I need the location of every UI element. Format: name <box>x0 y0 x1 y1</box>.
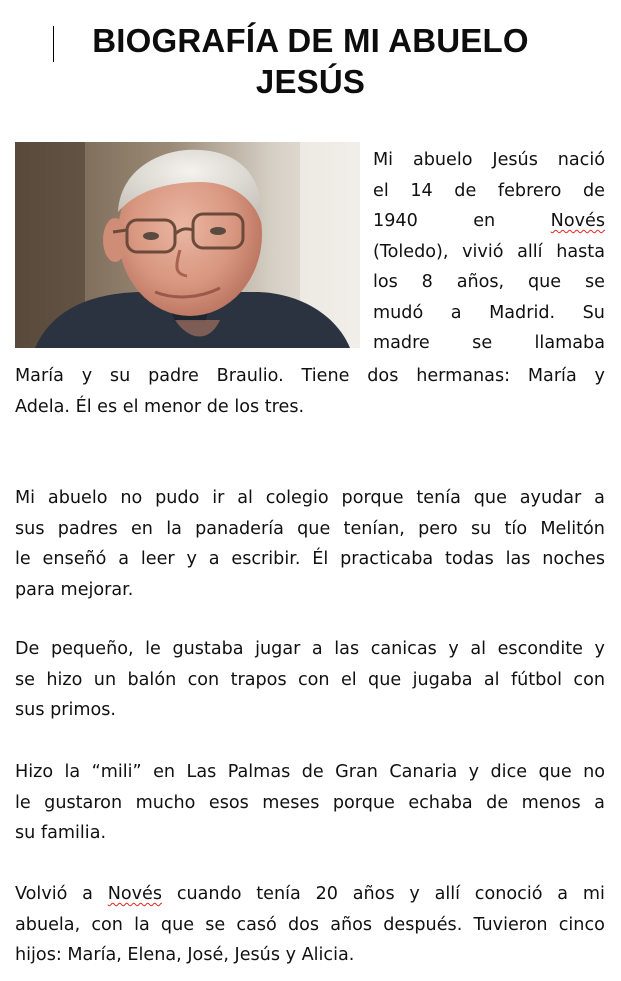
word: “mili” <box>91 762 142 782</box>
word: y <box>409 884 420 904</box>
word: esos <box>208 792 249 813</box>
word: a <box>208 549 220 569</box>
word: menos <box>521 792 581 813</box>
word: 8 <box>421 272 433 292</box>
word: llamaba <box>534 333 605 353</box>
word: que <box>538 762 572 782</box>
word: padres <box>57 518 118 539</box>
intro-side-line <box>373 237 605 268</box>
paragraph-line <box>15 634 605 665</box>
word: el <box>340 669 357 690</box>
word: balón <box>127 669 177 690</box>
word: a <box>557 884 569 904</box>
word: Hizo <box>15 762 54 782</box>
paragraph-military-service <box>15 757 605 849</box>
word: que <box>160 914 195 935</box>
word: hermanas: <box>416 366 511 386</box>
word: (Toledo), <box>373 241 449 262</box>
paragraph-childhood-work <box>15 483 605 605</box>
word: trapos <box>230 669 287 690</box>
word: canicas <box>370 639 437 659</box>
grandfather-photo <box>15 142 360 348</box>
word: con <box>573 669 605 690</box>
word: Mi <box>15 488 36 508</box>
word: abuelo <box>47 488 108 508</box>
page-title <box>30 20 591 102</box>
word: enseñó <box>42 549 107 569</box>
intro-side-line <box>373 176 605 207</box>
word: y <box>186 549 197 569</box>
word: las <box>334 639 360 659</box>
word: la <box>166 518 182 539</box>
word: a <box>594 488 605 508</box>
word: en <box>473 211 496 231</box>
word: Madrid. <box>489 302 556 323</box>
word: porque <box>341 488 404 508</box>
title-line-1: BIOGRAFÍA DE MI ABUELO <box>92 22 529 59</box>
intro-side-line <box>373 145 605 176</box>
intro-side-line <box>373 206 605 237</box>
paragraph-line <box>15 483 605 514</box>
word: todas <box>444 549 494 569</box>
word: las <box>505 549 531 569</box>
word: hasta <box>556 241 605 262</box>
word: dice <box>490 762 528 782</box>
word: y <box>468 762 480 782</box>
word: Mi <box>373 150 394 170</box>
word: febrero <box>497 180 562 201</box>
word: ir <box>212 488 225 508</box>
word: tenían, <box>343 518 405 539</box>
word: a <box>594 792 605 813</box>
paragraph-line <box>15 665 605 696</box>
paragraph-line <box>15 544 605 575</box>
word: los <box>373 272 398 292</box>
intro-wrapped-text <box>373 145 605 359</box>
word: ayudar <box>519 488 582 508</box>
word: le <box>145 639 161 659</box>
word: Canaria <box>389 762 458 782</box>
word: de <box>486 792 509 813</box>
word: al <box>483 669 500 690</box>
word: le <box>15 549 31 569</box>
word: tenía <box>256 884 301 904</box>
word: abuela, <box>15 914 81 935</box>
word: que <box>368 669 402 690</box>
intro-side-line <box>373 267 605 298</box>
word: María <box>15 366 64 386</box>
word: mudó <box>373 302 424 323</box>
word: allí <box>434 884 461 904</box>
word: su <box>109 366 131 386</box>
paragraph-line <box>15 757 605 788</box>
word: 1940 <box>373 211 418 231</box>
word: Palmas <box>227 762 291 782</box>
word: de <box>301 762 324 782</box>
word: Él <box>312 549 329 569</box>
word: tenía <box>416 488 461 508</box>
word: panadería <box>195 518 284 539</box>
word: Gran <box>335 762 378 782</box>
paragraph-last-line: su familia. <box>15 823 107 843</box>
word: leer <box>140 549 175 569</box>
word: madre <box>373 333 430 353</box>
word: con <box>187 669 220 690</box>
word: nació <box>557 150 605 170</box>
word: años, <box>456 272 505 292</box>
word: le <box>15 792 31 813</box>
word: fútbol <box>510 669 563 690</box>
paragraph-line <box>15 910 605 941</box>
word: en <box>153 762 176 782</box>
word: se <box>205 914 226 935</box>
word: se <box>472 333 493 353</box>
word: mi <box>582 884 605 904</box>
word: allí <box>517 241 543 262</box>
word: no <box>120 488 143 508</box>
word: sus <box>15 518 45 539</box>
word: pequeño, <box>50 639 134 659</box>
paragraph-last-line: para mejorar. <box>15 579 134 600</box>
word: pero <box>418 518 458 539</box>
paragraph-childhood-games <box>15 634 605 726</box>
word: de <box>582 180 605 201</box>
word: a <box>450 302 462 323</box>
word: el <box>373 180 389 201</box>
paragraph-last-line: hijos: María, Elena, José, Jesús y Alicia. <box>15 945 355 965</box>
word: al <box>237 488 253 508</box>
word: la <box>64 762 81 782</box>
word: tío <box>504 518 528 539</box>
intro-line-last: Adela. Él es el menor de los tres. <box>15 396 305 417</box>
word: Jesús <box>492 150 538 170</box>
word: Tiene <box>301 366 350 386</box>
word: su <box>470 518 492 539</box>
word: hizo <box>46 669 83 690</box>
word: dos <box>287 914 320 935</box>
word: gustaron <box>44 792 123 813</box>
intro-line-justified <box>15 361 605 392</box>
word: que <box>297 518 331 539</box>
word: y <box>81 366 93 386</box>
word: escondite <box>497 639 583 659</box>
word: con <box>297 669 330 690</box>
word: noches <box>542 549 605 569</box>
word: 14 <box>410 180 433 201</box>
word: jugaba <box>412 669 473 690</box>
word: cinco <box>558 914 605 935</box>
word: no <box>583 762 605 782</box>
word: en <box>130 518 153 539</box>
word: echaba <box>408 792 473 813</box>
word: con <box>91 914 123 935</box>
word: que <box>527 272 562 292</box>
word: a <box>118 549 130 569</box>
word: y <box>448 639 459 659</box>
word: abuelo <box>412 150 473 170</box>
misspelled-word: Novés <box>550 211 605 231</box>
word: y <box>594 366 605 386</box>
word: cuando <box>176 884 242 904</box>
word: Melitón <box>540 518 605 539</box>
word: Su <box>582 302 605 323</box>
word: vivió <box>462 241 504 262</box>
word: Tuvieron <box>473 914 548 935</box>
intro-side-line <box>373 328 605 359</box>
word: Las <box>186 762 217 782</box>
paragraph-line <box>15 879 605 910</box>
paragraph-marriage <box>15 879 605 971</box>
word: jugar <box>255 639 301 659</box>
word: gustaba <box>172 639 244 659</box>
word: Volvió <box>15 884 68 904</box>
word: pudo <box>155 488 200 508</box>
word: 20 <box>315 884 338 904</box>
paragraph-line <box>15 514 605 545</box>
word: practicaba <box>340 549 434 569</box>
word: y <box>594 639 605 659</box>
word: de <box>454 180 477 201</box>
word: padre <box>148 366 199 386</box>
word: que <box>473 488 507 508</box>
misspelled-word: Novés <box>107 884 163 904</box>
word: dos <box>367 366 399 386</box>
word: casó <box>236 914 277 935</box>
word: porque <box>332 792 395 813</box>
word: un <box>93 669 117 690</box>
word: después. <box>383 914 463 935</box>
word: De <box>15 639 40 659</box>
word: años <box>352 884 395 904</box>
word: escribir. <box>231 549 301 569</box>
word: se <box>584 272 605 292</box>
intro-continued-text <box>15 361 605 422</box>
word: años <box>330 914 373 935</box>
word: al <box>470 639 487 659</box>
word: colegio <box>265 488 329 508</box>
word: meses <box>262 792 320 813</box>
word: Braulio. <box>216 366 284 386</box>
word: a <box>82 884 93 904</box>
portrait-image <box>15 142 360 348</box>
word: conoció <box>474 884 543 904</box>
paragraph-line <box>15 788 605 819</box>
title-line-2: JESÚS <box>255 63 366 100</box>
word: mucho <box>135 792 196 813</box>
word: se <box>15 669 35 690</box>
word: la <box>134 914 150 935</box>
paragraph-last-line: sus primos. <box>15 700 117 720</box>
word: María <box>527 366 577 386</box>
intro-side-line <box>373 298 605 329</box>
word: a <box>311 639 323 659</box>
